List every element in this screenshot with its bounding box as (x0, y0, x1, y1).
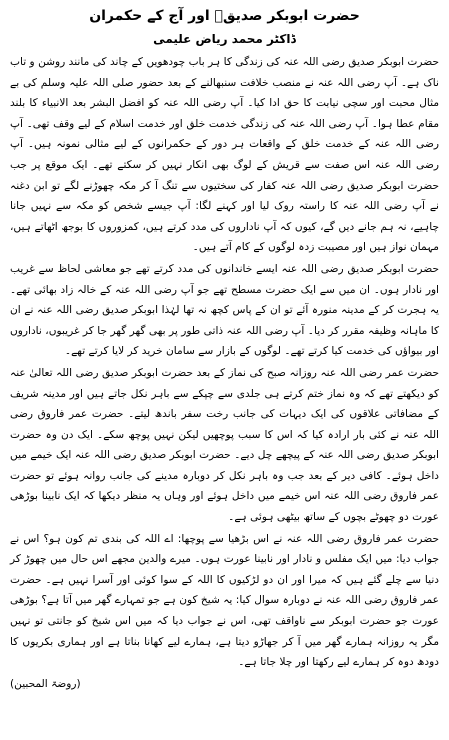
article-paragraph-2: حضرت ابوبکر صدیق رضی اللہ عنہ ایسے خاندانوں کی مدد کرتے تھے جو معاشی لحاظ سے غریب اور نادار ہوں۔ ان میں سے ایک حضرت مسطح تھے جو آپ رضی اللہ عنہ کے خالہ زاد بھائی تھے۔ یہ ہجرت کر کے مدینہ منورہ آئے تو ان کے پاس کچھ نہ تھا لہٰذا ابوبکر صدیق رضی اللہ عنہ نے ان کا ماہانہ وظیفہ مقرر کر دیا۔ آپ رضی اللہ عنہ ذاتی طور پر بھی گھر گھر جا کر غریبوں، ناداروں اور بیواؤں کی خدمت کیا کرتے تھے۔ لوگوں کے بازار سے سامان خرید کر لایا کرتے تھے۔ (10, 262, 439, 358)
article-paragraph-4: حضرت عمر فاروق رضی اللہ عنہ نے اس بڑھیا سے پوچھا: اے اللہ کی بندی تم کون ہو؟ اس نے جواب دیا: میں ایک مفلس و نادار اور نابینا عورت ہوں۔ میرے والدین مجھے اس حال میں چھوڑ کر دنیا سے چلے گئے ہیں کہ میرا اور ان دو لڑکیوں کا اللہ کے سوا کوئی اور آسرا نہیں ہے۔ حضرت عمر فاروق رضی اللہ عنہ نے دوبارہ سوال کیا: یہ شیخ کون ہے جو تمہارے گھر میں آتا ہے؟ بوڑھی عورت جو حضرت ابوبکر سے ناواقف تھی، اس نے جواب دیا کہ میں اس شیخ کو جانتی تو نہیں مگر یہ روزانہ ہمارے گھر میں آ کر جھاڑو دیتا ہے، ہمارے لیے کھانا بناتا ہے اور ہماری بکریوں کا دودھ دوہ کر ہمارے لیے رکھتا اور چلا جاتا ہے۔ (10, 532, 439, 669)
article-author: ڈاکٹر محمد ریاض علیمی (153, 32, 296, 46)
article-paragraph-1: حضرت ابوبکر صدیق رضی اللہ عنہ کی زندگی کا ہر باب چودھویں کے چاند کی مانند روشن و تاب ناک ہے۔ آپ رضی اللہ عنہ نے منصب خلافت سنبھالنے کے بعد حضور صلی اللہ علیہ وسلم کی بے مثال محبت اور سچی نیابت کا حق ادا کیا۔ آپ رضی اللہ عنہ کو افضل البشر بعد الانبیاء کا بلند مقام عطا ہوا۔ آپ رضی اللہ عنہ کی زندگی خدمت خلق اور خدمت اسلام کے لیے وقف تھی۔ آپ رضی اللہ عنہ کے خدمت خلق کے واقعات ہر دور کے حکمرانوں کے لیے مثالی نمونہ ہیں۔ آپ رضی اللہ عنہ اس صفت سے قریش کے لوگ بھی انکار نہیں کر سکتے تھے۔ ایک موقع پر جب حضرت ابوبکر صدیق رضی اللہ عنہ کفار کی سختیوں سے تنگ آ کر مکہ چھوڑنے لگے تو ابن دغنہ نے آپ رضی اللہ عنہ کا راستہ روک لیا اور کہنے لگا: آپ جیسے شخص کو مکہ سے نہیں جانا چاہیے، نہ ہم جانے دیں گے، کیوں کہ آپ ناداروں کی مدد کرتے ہیں، کمزوروں کا بوجھ اٹھاتے ہیں، مہمان نواز ہیں اور مصیبت زدہ لوگوں کے کام آتے ہیں۔ (10, 56, 439, 254)
article-title: حضرت ابوبکر صدیقؓ اور آج کے حکمران (89, 8, 360, 24)
article-paragraph-3: حضرت عمر رضی اللہ عنہ روزانہ صبح کی نماز کے بعد حضرت ابوبکر صدیق رضی اللہ تعالیٰ عنہ کو دیکھتے تھے کہ وہ نماز ختم کرتے ہی جلدی سے چپکے سے باہر نکل جاتے ہیں اور مدینہ شریف کے مضافاتی علاقوں کی ایک دیہات کی جانب رخت سفر باندھ لیتے۔ حضرت عمر فاروق رضی اللہ عنہ نے کئی بار ارادہ کیا کہ اس کا سبب پوچھیں لیکن نہیں پوچھ سکے۔ ایک دن وہ حضرت ابوبکر صدیق رضی اللہ عنہ کے پیچھے چل دیے۔ حضرت ابوبکر صدیق رضی اللہ عنہ ایک خیمے میں داخل ہوئے۔ کافی دیر کے بعد جب وہ باہر نکل کر دوبارہ مدینے کی جانب روانہ ہوئے تو حضرت عمر فاروق رضی اللہ عنہ اس خیمے میں داخل ہوئے اور وہاں یہ منظر دیکھا کہ ایک نابینا بوڑھی عورت دو چھوٹے بچوں کے ساتھ بیٹھی ہوئی ہے۔ (10, 366, 439, 524)
article-source: (روضۃ المحبین) (10, 677, 81, 690)
